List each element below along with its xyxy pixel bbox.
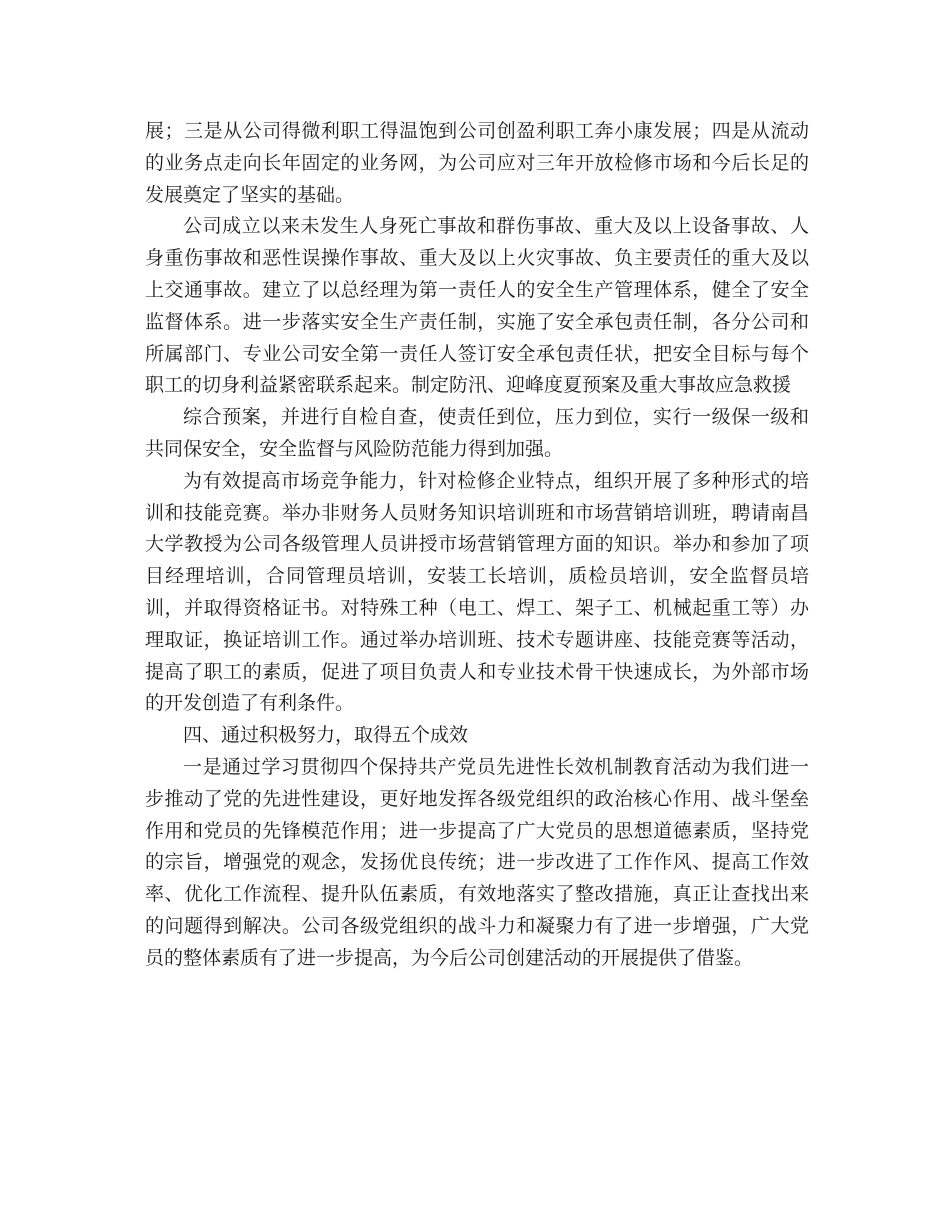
paragraph: 为有效提高市场竞争能力，针对检修企业特点，组织开展了多种形式的培训和技能竞赛。举办非财务人员财务知识培训班和市场营销培训班，聘请南昌大学教授为公司各级管理人员讲授市场营销管理方面的知识。举办和参加了项目经理培训，合同管理员培训，安装工长培训，质检员培训，安全监督员培训，并取得资格证书。对特殊工种（电工、焊工、架子工、机械起重工等）办理取证，换证培训工作。通过举办培训班、技术专题讲座、技能竞赛等活动，提高了职工的素质，促进了项目负责人和专业技术骨干快速成长，为外部市场的开发创造了有利条件。 xyxy=(145,469,809,715)
paragraph: 综合预案，并进行自检自查，使责任到位，压力到位，实行一级保一级和共同保安全，安全监督与风险防范能力得到加强。 xyxy=(145,406,809,460)
paragraph: 展；三是从公司得微利职工得温饱到公司创盈利职工奔小康发展；四是从流动的业务点走向长年固定的业务网，为公司应对三年开放检修市场和今后长足的发展奠定了坚实的基础。 xyxy=(145,120,809,206)
section-heading: 四、通过积极努力，取得五个成效 xyxy=(183,724,469,747)
paragraph: 一是通过学习贯彻四个保持共产党员先进性长效机制教育活动为我们进一步推动了党的先进性建设，更好地发挥各级党组织的政治核心作用、战斗堡垒作用和党员的先锋模范作用；进一步提高了广大党员的思想道德素质，坚持党的宗旨，增强党的观念，发扬优良传统；进一步改进了工作作风、提高工作效率、优化工作流程、提升队伍素质，有效地落实了整改措施，真正让查找出来的问题得到解决。公司各级党组织的战斗力和凝聚力有了进一步增强，广大党员的整体素质有了进一步提高，为今后公司创建活动的开展提供了借鉴。 xyxy=(145,755,809,969)
document-body xyxy=(145,116,809,975)
paragraph: 公司成立以来未发生人身死亡事故和群伤事故、重大及以上设备事故、人身重伤事故和恶性误操作事故、重大及以上火灾事故、负主要责任的重大及以上交通事故。建立了以总经理为第一责任人的安全生产管理体系，健全了安全监督体系。进一步落实安全生产责任制，实施了安全承包责任制，各分公司和所属部门、专业公司安全第一责任人签订安全承包责任状，把安全目标与每个职工的切身利益紧密联系起来。制定防汛、迎峰度夏预案及重大事故应急救援 xyxy=(145,215,809,397)
